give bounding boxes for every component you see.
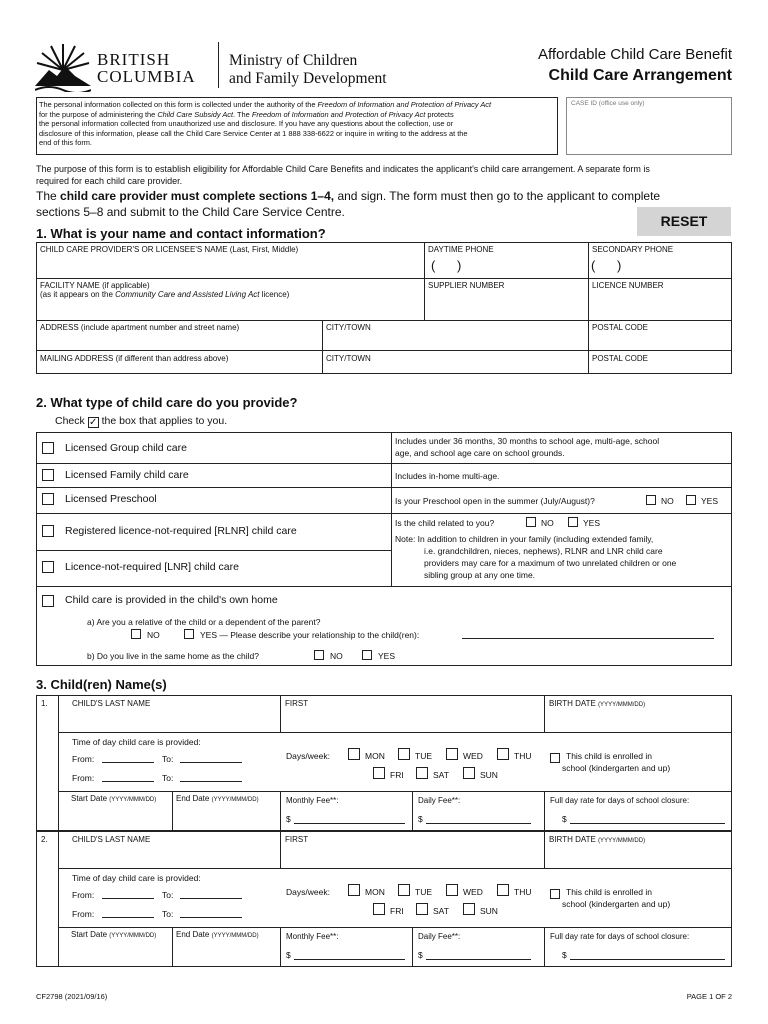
daily-fee-input[interactable] (426, 959, 531, 960)
fri-label: FRI (390, 770, 404, 780)
section-2-instruction: Check ✓ the box that applies to you. (55, 415, 228, 428)
address-label: ADDRESS (include apartment number and street name) (40, 323, 240, 332)
sat-label: SAT (433, 770, 449, 780)
to-input-2[interactable] (180, 917, 242, 918)
preschool-summer-yes-label: YES (701, 496, 719, 506)
preschool-summer-question: Is your Preschool open in the summer (July/August)? (395, 496, 595, 506)
end-date-field[interactable] (173, 792, 279, 830)
licensed-family-desc: Includes in-home multi-age. (395, 471, 500, 481)
licence-number-label: LICENCE NUMBER (592, 281, 664, 290)
rlnr-label: Registered licence-not-required [RLNR] child care (65, 525, 297, 537)
sat-checkbox[interactable] (416, 767, 428, 779)
own-home-checkbox[interactable] (42, 595, 54, 607)
privacy-notice: The personal information collected on this form is collected under the authority of the Freedom of Information and Protection of Privacy Act for the purpose of administering the Child Care Subsidy Act. The Freedom of Information and Protection of Privacy Act protects the personal information collected from unauthorized use and disclosure. If you have any questions about the collection, use or disclosure of this information, please call the Child Care Service Center at 1 888 338-6622 or inquire in writing to the address at the end of this form. (36, 97, 558, 155)
relationship-input[interactable] (462, 638, 714, 639)
licensed-preschool-checkbox[interactable] (42, 493, 54, 505)
note-line-1: Note: In addition to children in your family (including extended family, (395, 534, 654, 544)
related-question: Is the child related to you? (395, 518, 495, 528)
reset-button[interactable]: RESET (637, 207, 731, 236)
monthly-fee-label: Monthly Fee**: (286, 796, 339, 805)
preschool-summer-yes-checkbox[interactable] (686, 495, 696, 505)
intro-line-2: required for each child care provider. (36, 176, 183, 186)
option-lnr[interactable] (37, 551, 390, 585)
licensed-group-checkbox[interactable] (42, 442, 54, 454)
relative-no-label: NO (147, 630, 160, 640)
thu-label: THU (514, 751, 532, 761)
from-input-1[interactable] (102, 898, 154, 899)
child-birth-date-label: BIRTH DATE (YYYY/MMM/DD) (549, 699, 646, 708)
to-label-2: To: (162, 773, 174, 783)
end-date-label: End Date (YYYY/MMM/DD) (176, 930, 259, 939)
tue-checkbox[interactable] (398, 884, 410, 896)
child-last-name-field[interactable] (59, 696, 279, 731)
option-licensed-family[interactable] (37, 464, 390, 486)
own-home-label: Child care is provided in the child's own home (65, 594, 278, 606)
secondary-phone-parens: ( ) (591, 258, 622, 273)
provider-name-field[interactable] (37, 243, 423, 277)
form-title-1: Affordable Child Care Benefit (537, 46, 732, 63)
to-input-2[interactable] (180, 781, 242, 782)
mailing-address-field[interactable] (37, 351, 321, 373)
tue-label: TUE (415, 887, 432, 897)
wed-checkbox[interactable] (446, 884, 458, 896)
from-label-2: From: (72, 773, 95, 783)
licensed-family-checkbox[interactable] (42, 469, 54, 481)
supplier-number-label: SUPPLIER NUMBER (428, 281, 505, 290)
same-home-yes-checkbox[interactable] (362, 650, 372, 660)
preschool-summer-no-checkbox[interactable] (646, 495, 656, 505)
supplier-number-field[interactable] (425, 279, 587, 319)
related-yes-label: YES (583, 518, 601, 528)
full-day-rate-dollar: $ (562, 950, 567, 960)
city-field[interactable] (323, 321, 587, 349)
thu-checkbox[interactable] (497, 748, 509, 760)
mailing-address-label: MAILING ADDRESS (if different than address above) (40, 354, 229, 363)
start-date-label: Start Date (YYYY/MMM/DD) (71, 794, 157, 803)
licensed-preschool-label: Licensed Preschool (65, 493, 157, 505)
mon-checkbox[interactable] (348, 748, 360, 760)
sun-checkbox[interactable] (463, 903, 475, 915)
child-first-name-field[interactable] (281, 832, 543, 867)
note-line-3: providers may care for a maximum of two unrelated children or one (424, 558, 677, 568)
bc-logo (35, 40, 220, 92)
mailing-postal-label: POSTAL CODE (592, 354, 649, 363)
licensed-group-desc-1: Includes under 36 months, 30 months to school age, multi-age, school (395, 436, 660, 446)
relative-no-checkbox[interactable] (131, 629, 141, 639)
child-first-name-field[interactable] (281, 696, 543, 731)
daytime-phone-field[interactable] (425, 243, 587, 277)
monthly-fee-label: Monthly Fee**: (286, 932, 339, 941)
sat-checkbox[interactable] (416, 903, 428, 915)
enrolled-school-label-2: school (kindergarten and up) (562, 763, 671, 773)
fri-label: FRI (390, 906, 404, 916)
monthly-fee-dollar: $ (286, 814, 291, 824)
fri-checkbox[interactable] (373, 767, 385, 779)
mailing-city-field[interactable] (323, 351, 587, 373)
to-input-1[interactable] (180, 762, 242, 763)
wed-checkbox[interactable] (446, 748, 458, 760)
full-day-rate-label: Full day rate for days of school closure: (550, 796, 690, 805)
daily-fee-dollar: $ (418, 950, 423, 960)
child-birth-date-field[interactable] (545, 832, 731, 867)
same-home-no-checkbox[interactable] (314, 650, 324, 660)
from-label-1: From: (72, 754, 95, 764)
child-number: 2. (41, 835, 48, 844)
option-rlnr[interactable] (37, 514, 390, 549)
to-input-1[interactable] (180, 898, 242, 899)
thu-label: THU (514, 887, 532, 897)
end-date-field[interactable] (173, 928, 279, 966)
full-day-rate-label: Full day rate for days of school closure: (550, 932, 690, 941)
same-home-yes-label: YES (378, 651, 396, 661)
postal-code-field[interactable] (589, 321, 731, 349)
sun-checkbox[interactable] (463, 767, 475, 779)
full-day-rate-input[interactable] (570, 823, 725, 824)
licensed-family-label: Licensed Family child care (65, 469, 189, 481)
section-1-heading: 1. What is your name and contact information? (36, 226, 326, 241)
thu-checkbox[interactable] (497, 884, 509, 896)
same-home-question: b) Do you live in the same home as the child? (87, 651, 259, 661)
preschool-summer-no-label: NO (661, 496, 674, 506)
daily-fee-dollar: $ (418, 814, 423, 824)
sat-label: SAT (433, 906, 449, 916)
ministry-name-1: Ministry of Children (229, 52, 358, 69)
child-birth-date-field[interactable] (545, 696, 731, 731)
from-input-2[interactable] (102, 917, 154, 918)
bc-sun-mountain-icon (35, 40, 91, 92)
enrolled-school-label-1: This child is enrolled in (566, 751, 652, 761)
option-licensed-preschool[interactable] (37, 488, 390, 512)
city-label: CITY/TOWN (326, 323, 371, 332)
child-birth-date-label: BIRTH DATE (YYYY/MMM/DD) (549, 835, 646, 844)
start-date-label: Start Date (YYYY/MMM/DD) (71, 930, 157, 939)
end-date-label: End Date (YYYY/MMM/DD) (176, 794, 259, 803)
licensed-group-label: Licensed Group child care (65, 442, 187, 454)
relative-question: a) Are you a relative of the child or a dependent of the parent? (87, 617, 321, 627)
from-label-2: From: (72, 909, 95, 919)
from-input-2[interactable] (102, 781, 154, 782)
time-of-day-label: Time of day child care is provided: (72, 873, 201, 883)
to-label-2: To: (162, 909, 174, 919)
mon-checkbox[interactable] (348, 884, 360, 896)
sun-label: SUN (480, 770, 498, 780)
enrolled-school-checkbox[interactable] (550, 889, 560, 899)
licensed-group-desc-2: age, and school age care on school grounds. (395, 448, 565, 458)
logo-line-1: BRITISH (97, 50, 171, 69)
facility-name-sublabel: (as it appears on the Community Care and Assisted Living Act licence) (40, 290, 290, 299)
case-id-field[interactable] (566, 97, 732, 155)
child-first-name-label: FIRST (285, 699, 309, 708)
relative-yes-label: YES — Please describe your relationship to the child(ren): (200, 630, 420, 640)
child-last-name-field[interactable] (59, 832, 279, 867)
enrolled-school-label-1: This child is enrolled in (566, 887, 652, 897)
daily-fee-input[interactable] (426, 823, 531, 824)
child-number: 1. (41, 699, 48, 708)
monthly-fee-input[interactable] (294, 959, 405, 960)
monthly-fee-input[interactable] (294, 823, 405, 824)
from-label-1: From: (72, 890, 95, 900)
wed-label: WED (463, 887, 483, 897)
full-day-rate-dollar: $ (562, 814, 567, 824)
to-label-1: To: (162, 754, 174, 764)
monthly-fee-dollar: $ (286, 950, 291, 960)
tue-label: TUE (415, 751, 432, 761)
daily-fee-label: Daily Fee**: (418, 932, 461, 941)
tue-checkbox[interactable] (398, 748, 410, 760)
child-last-name-label: CHILD'S LAST NAME (72, 699, 151, 708)
fri-checkbox[interactable] (373, 903, 385, 915)
days-week-label: Days/week: (286, 887, 330, 897)
full-day-rate-input[interactable] (570, 959, 725, 960)
related-no-label: NO (541, 518, 554, 528)
provider-name-label: CHILD CARE PROVIDER'S OR LICENSEE'S NAME (Last, First, Middle) (40, 245, 299, 254)
to-label-1: To: (162, 890, 174, 900)
days-week-label: Days/week: (286, 751, 330, 761)
licence-number-field[interactable] (589, 279, 731, 319)
section-2-heading: 2. What type of child care do you provide? (36, 395, 298, 410)
mon-label: MON (365, 751, 385, 761)
daytime-phone-label: DAYTIME PHONE (428, 245, 494, 254)
lnr-label: Licence-not-required [LNR] child care (65, 561, 239, 573)
form-number: CF2798 (2021/09/16) (36, 992, 108, 1001)
child-first-name-label: FIRST (285, 835, 309, 844)
start-date-field[interactable] (59, 792, 171, 830)
secondary-phone-label: SECONDARY PHONE (592, 245, 674, 254)
intro-line-1: The purpose of this form is to establish eligibility for Affordable Child Care Benefits and indicates the applicant's child care arrangement. A separate form is (36, 164, 650, 174)
mailing-postal-field[interactable] (589, 351, 731, 373)
child-last-name-label: CHILD'S LAST NAME (72, 835, 151, 844)
wed-label: WED (463, 751, 483, 761)
from-input-1[interactable] (102, 762, 154, 763)
option-own-home[interactable] (37, 587, 731, 609)
secondary-phone-field[interactable] (589, 243, 731, 277)
daytime-phone-parens: ( ) (431, 258, 462, 273)
related-no-checkbox[interactable] (526, 517, 536, 527)
postal-code-label: POSTAL CODE (592, 323, 649, 332)
option-licensed-group[interactable] (37, 433, 390, 462)
rlnr-checkbox[interactable] (42, 525, 54, 537)
section-3-heading: 3. Child(ren) Name(s) (36, 677, 167, 692)
relative-yes-checkbox[interactable] (184, 629, 194, 639)
checked-box-icon: ✓ (88, 417, 98, 428)
start-date-field[interactable] (59, 928, 171, 966)
mon-label: MON (365, 887, 385, 897)
same-home-no-label: NO (330, 651, 343, 661)
page-number: PAGE 1 OF 2 (686, 992, 732, 1001)
logo-line-2: COLUMBIA (97, 67, 196, 86)
intro-line-3: The child care provider must complete sections 1–4, and sign. The form must then go to the applicant to complete (36, 189, 661, 203)
sun-label: SUN (480, 906, 498, 916)
form-title-2: Child Care Arrangement (548, 67, 732, 84)
enrolled-school-label-2: school (kindergarten and up) (562, 899, 671, 909)
address-field[interactable] (37, 321, 321, 349)
ministry-name-2: and Family Development (229, 70, 387, 87)
intro-line-4: sections 5–8 and submit to the Child Care Service Centre. (36, 205, 345, 219)
mailing-city-label: CITY/TOWN (326, 354, 371, 363)
lnr-checkbox[interactable] (42, 561, 54, 573)
daily-fee-label: Daily Fee**: (418, 796, 461, 805)
related-yes-checkbox[interactable] (568, 517, 578, 527)
case-id-label: CASE ID (office use only) (571, 100, 645, 107)
time-of-day-label: Time of day child care is provided: (72, 737, 201, 747)
note-line-2: i.e. grandchildren, nieces, nephews), RLNR and LNR child care (424, 546, 663, 556)
facility-name-field[interactable] (37, 279, 423, 319)
facility-name-label: FACILITY NAME (if applicable) (40, 281, 150, 290)
enrolled-school-checkbox[interactable] (550, 753, 560, 763)
note-line-4: sibling group at any one time. (424, 570, 536, 580)
